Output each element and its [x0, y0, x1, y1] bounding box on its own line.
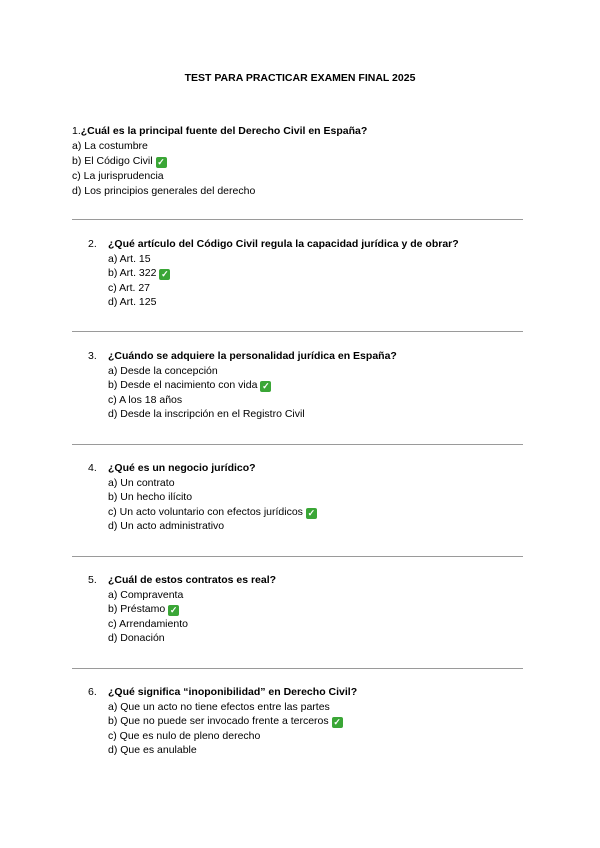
- question-2-option-a: a) Art. 15: [108, 252, 151, 265]
- question-4-option-a: a) Un contrato: [108, 476, 175, 489]
- question-3: [88, 349, 397, 422]
- question-6-option-a: a) Que un acto no tiene efectos entre las partes: [108, 700, 330, 713]
- question-5-number: 5.: [88, 574, 97, 586]
- question-1-option-b: b) El Código Civil ✓: [72, 155, 165, 167]
- question-5-text: ¿Cuál de estos contratos es real?: [108, 574, 277, 586]
- question-3-number: 3.: [88, 350, 97, 362]
- question-6-option-d: d) Que es anulable: [108, 744, 197, 757]
- question-3-option-b: b) Desde el nacimiento con vida ✓: [108, 379, 270, 392]
- question-3-option-c: c) A los 18 años: [108, 393, 183, 406]
- question-6-number: 6.: [88, 686, 97, 698]
- question-1-option-a: a) La costumbre: [72, 140, 148, 152]
- question-6-text: ¿Qué significa “inoponibilidad” en Derecho Civil?: [108, 686, 358, 698]
- question-2-option-d: d) Art. 125: [108, 296, 157, 309]
- check-mark-icon: ✓: [307, 507, 316, 518]
- question-3-text: ¿Cuándo se adquiere la personalidad jurídica en España?: [108, 350, 397, 362]
- question-6-option-c: c) Que es nulo de pleno derecho: [108, 729, 261, 742]
- check-mark-icon: ✓: [333, 717, 341, 728]
- divider: [72, 556, 523, 557]
- question-1: [72, 124, 367, 199]
- question-1-text: ¿Cuál es la principal fuente del Derecho Civil en España?: [80, 125, 368, 137]
- question-4-text: ¿Qué es un negocio jurídico?: [108, 462, 256, 474]
- question-5-option-b: b) Préstamo ✓: [108, 603, 178, 616]
- question-5-option-d: d) Donación: [108, 632, 165, 645]
- question-4-number: 4.: [88, 462, 97, 474]
- check-mark-icon: ✓: [169, 605, 178, 616]
- question-2: [88, 237, 459, 310]
- question-2-number: 2.: [88, 238, 97, 250]
- question-4-option-b: b) Un hecho ilícito: [108, 491, 193, 504]
- question-1-option-d: d) Los principios generales del derecho: [72, 185, 256, 197]
- check-mark-icon: ✓: [157, 157, 165, 167]
- question-6-option-b: b) Que no puede ser invocado frente a terceros ✓: [108, 715, 341, 728]
- divider: [72, 219, 523, 220]
- divider: [72, 331, 523, 332]
- question-5-option-a: a) Compraventa: [108, 588, 184, 601]
- question-5-option-c: c) Arrendamiento: [108, 617, 188, 630]
- question-1-heading: [72, 124, 367, 139]
- divider: [72, 444, 523, 445]
- question-3-option-d: d) Desde la inscripción en el Registro Civil: [108, 408, 305, 421]
- question-1-option-c: c) La jurisprudencia: [72, 170, 164, 182]
- check-mark-icon: ✓: [161, 269, 169, 280]
- question-2-text: ¿Qué artículo del Código Civil regula la capacidad jurídica y de obrar?: [108, 238, 459, 250]
- question-1-number: 1.: [72, 125, 81, 137]
- question-2-option-c: c) Art. 27: [108, 281, 151, 294]
- document-title: TEST PARA PRACTICAR EXAMEN FINAL 2025: [184, 72, 416, 84]
- question-4-option-d: d) Un acto administrativo: [108, 520, 225, 533]
- question-2-option-b: b) Art. 322 ✓: [108, 267, 169, 280]
- divider: [72, 668, 523, 669]
- question-4: [88, 461, 317, 534]
- check-mark-icon: ✓: [262, 381, 270, 392]
- question-3-option-a: a) Desde la concepción: [108, 364, 218, 377]
- question-4-option-c: c) Un acto voluntario con efectos jurídicos ✓: [108, 505, 316, 518]
- question-6: [88, 685, 357, 758]
- question-5: [88, 573, 276, 646]
